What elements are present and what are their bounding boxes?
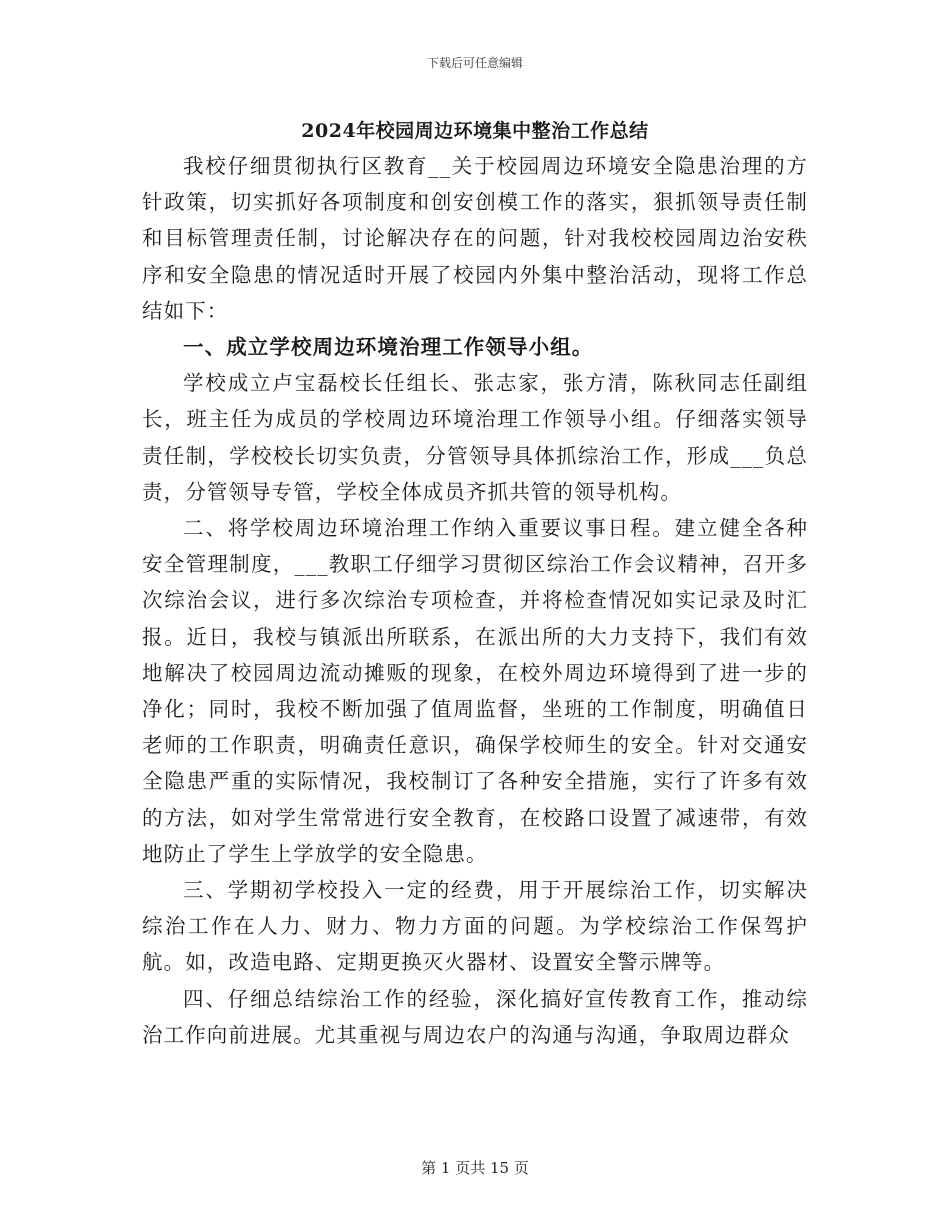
section-1-paragraph: 学校成立卢宝磊校长任组长、张志家，张方清，陈秋同志任副组长，班主任为成员的学校周边环境治理工作领导小组。仔细落实领导责任制，学校校长切实负责，分管领导具体抓综治工作，形成___负总责，分管领导专管，学校全体成员齐抓共管的领导机构。 — [142, 371, 808, 504]
document-title: 2024年校园周边环境集中整治工作总结 — [301, 120, 649, 142]
section-2-paragraph: 二、将学校周边环境治理工作纳入重要议事日程。建立健全各种安全管理制度，___教职工仔细学习贯彻区综治工作会议精神，召开多次综治会议，进行多次综治专项检查，并将检查情况如实记录及时汇报。近日，我校与镇派出所联系，在派出所的大力支持下，我们有效地解决了校园周边流动摊贩的现象，在校外周边环境得到了进一步的净化；同时，我校不断加强了值周监督，坐班的工作制度，明确值日老师的工作职责，明确责任意识，确保学校师生的安全。针对交通安全隐患严重的实际情况，我校制订了各种安全措施，实行了许多有效的方法，如对学生常常进行安全教育，在校路口设置了减速带，有效地防止了学生上学放学的安全隐患。 — [142, 516, 808, 866]
section-heading-1: 一、成立学校周边环境治理工作领导小组。 — [183, 335, 594, 360]
intro-paragraph: 我校仔细贯彻执行区教育__关于校园周边环境安全隐患治理的方针政策，切实抓好各项制度和创安创模工作的落实，狠抓领导责任制和目标管理责任制，讨论解决存在的问题，针对我校校园周边治安秩序和安全隐患的情况适时开展了校园内外集中整治活动，现将工作总结如下： — [142, 154, 808, 323]
page-header-note: 下载后可任意编辑 — [426, 56, 523, 70]
page-number: 第 1 页共 15 页 — [421, 1159, 529, 1177]
section-3-paragraph: 三、学期初学校投入一定的经费，用于开展综治工作，切实解决综治工作在人力、财力、物力方面的问题。为学校综治工作保驾护航。如，改造电路、定期更换灭火器材、设置安全警示牌等。 — [142, 878, 808, 975]
section-4-paragraph: 四、仔细总结综治工作的经验，深化搞好宣传教育工作，推动综治工作向前进展。尤其重视与周边农户的沟通与沟通，争取周边群众 — [142, 986, 808, 1047]
document-body — [142, 148, 808, 1053]
